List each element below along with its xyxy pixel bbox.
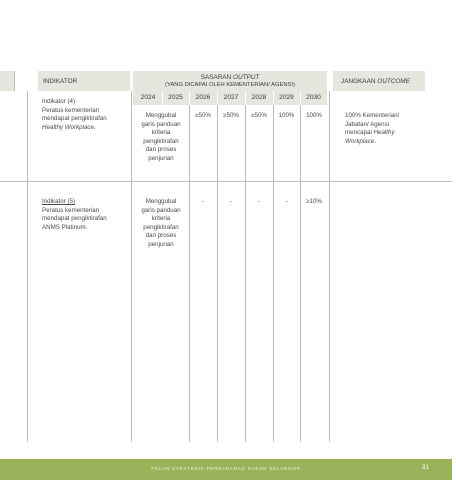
target-line: Menggubal <box>145 198 177 205</box>
col-divider <box>329 91 330 442</box>
col-divider <box>300 91 301 105</box>
col-divider <box>245 105 246 442</box>
year-2029: 2029 <box>279 94 294 101</box>
target-line: garis panduan <box>141 120 181 128</box>
target-line: penjurian <box>148 240 174 248</box>
col-divider <box>217 105 218 442</box>
indicator-text: ANMS Platinum. <box>42 223 88 231</box>
outcome-text <box>345 138 435 147</box>
target-2029: - <box>285 198 288 205</box>
year-2028: 2028 <box>251 94 267 101</box>
year-2024: 2024 <box>140 94 156 101</box>
sasaran-prefix: SASARAN <box>200 74 234 81</box>
jangkaan-header <box>341 78 410 86</box>
target-2030: ≥10% <box>306 198 322 205</box>
col-divider <box>217 91 218 105</box>
target-line: garis panduan <box>141 206 181 214</box>
target-line: kriteria <box>151 215 171 223</box>
col-divider <box>162 91 163 105</box>
outcome-text: 100% Kementerian/ <box>345 112 400 119</box>
left-header-stub <box>0 71 14 91</box>
target-2026: ≥50% <box>195 112 211 119</box>
indicator-text: Peratus kementerian <box>42 106 100 114</box>
outcome-text: Jabatan/ Agensi <box>345 120 390 128</box>
target-line: kriteria <box>151 129 171 137</box>
indicator-text: Healthy Workplace. <box>42 123 96 131</box>
target-2028: - <box>257 198 261 205</box>
indicator-4 <box>42 98 128 132</box>
target-line: pengiktirafan <box>143 137 179 145</box>
target-line: Menggubal <box>145 112 177 119</box>
target-2030: 100% <box>306 112 322 119</box>
target-2027: - <box>229 198 233 205</box>
outcome-text-em: Healthy <box>373 129 395 137</box>
outcome-text <box>345 129 435 138</box>
target-line: pengiktirafan <box>143 223 179 231</box>
indicator-title: Indikator (4) <box>42 98 76 105</box>
indikator-header: INDIKATOR <box>43 78 78 85</box>
col-divider <box>131 91 132 442</box>
year-2027: 2027 <box>223 94 239 101</box>
target-line: dan proses <box>145 146 177 154</box>
footer-title: PELAN STRATEGIK PERBADANAN SUKAN SELANGOR <box>151 466 301 471</box>
col-divider <box>27 91 28 442</box>
page-number: 31 <box>421 464 429 471</box>
col-divider <box>300 105 301 442</box>
target-line: dan proses <box>145 232 177 240</box>
indicator-5 <box>42 198 128 232</box>
outcome-text-prefix: mencapai <box>345 129 374 137</box>
target-2024-2025 <box>133 112 189 164</box>
target-2029: 100% <box>278 112 295 119</box>
indicator-title: Indikator (5) <box>42 198 76 205</box>
outcome-text-em: Workplace <box>345 137 375 145</box>
target-2024-2025 <box>133 198 189 250</box>
target-2027: ≥50% <box>223 112 239 119</box>
sasaran-subheader: (YANG DICAPAI OLEH KEMENTERIAN/ AGENSI) <box>165 82 295 88</box>
year-2025: 2025 <box>168 94 183 101</box>
target-2028: ≥50% <box>251 112 267 119</box>
col-divider <box>14 71 15 91</box>
jangkaan-prefix: JANGKAAN <box>341 78 378 85</box>
outcome-4 <box>345 112 435 146</box>
sasaran-em: OUTPUT <box>233 74 260 81</box>
year-2026: 2026 <box>195 94 211 101</box>
indicator-text: Peratus kementerian <box>42 206 100 214</box>
jangkaan-em: OUTCOME <box>377 78 410 85</box>
target-2026: - <box>201 198 205 205</box>
page-footer <box>0 459 452 480</box>
year-2030: 2030 <box>306 94 321 101</box>
indicator-text: mendapat pengiktirafan <box>42 115 107 123</box>
col-divider <box>273 105 274 442</box>
col-divider <box>189 91 190 105</box>
row-divider <box>0 181 452 182</box>
target-line: penjurian <box>148 154 174 162</box>
col-divider <box>189 91 190 442</box>
indicator-text: mendapat pengiktirafan <box>42 215 107 223</box>
col-divider <box>273 91 274 105</box>
outcome-text-suffix: . <box>374 137 376 145</box>
col-divider <box>245 91 246 105</box>
